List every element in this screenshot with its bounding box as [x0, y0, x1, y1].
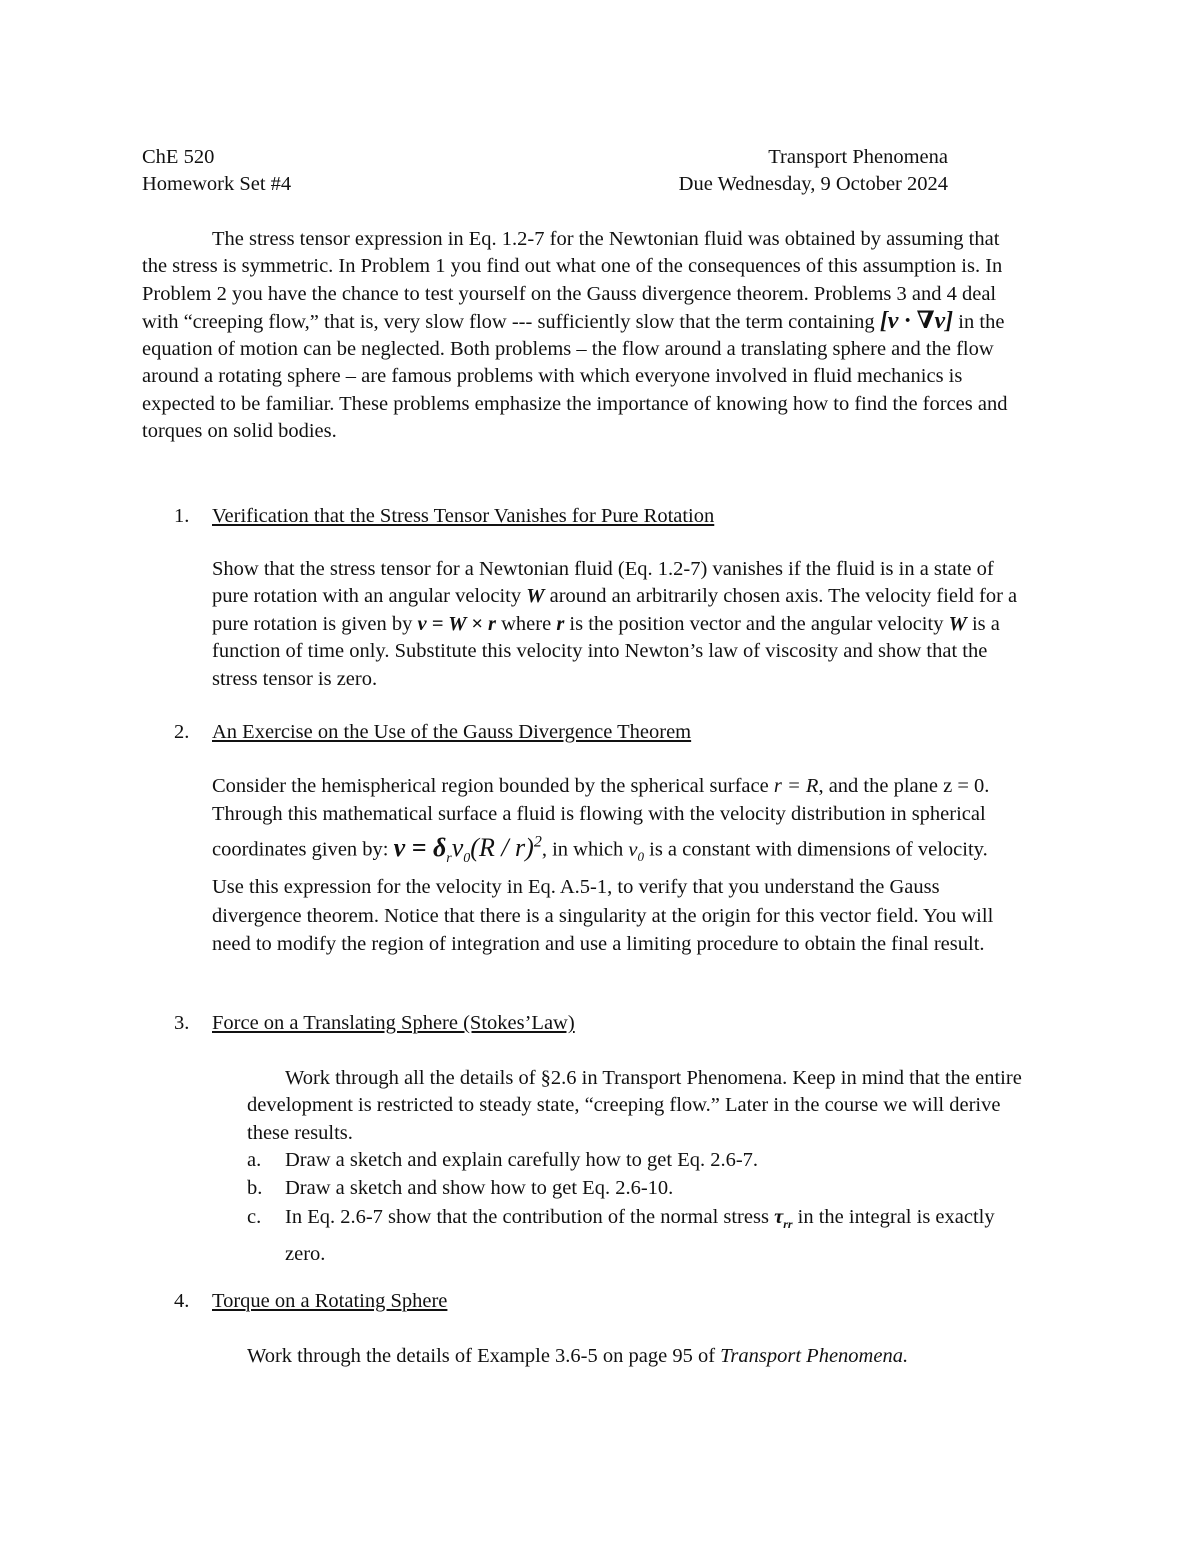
p3-item-a-text: Draw a sketch and explain carefully how to get Eq. 2.6-7. [285, 1149, 759, 1172]
p1-symbol-r: r [556, 612, 565, 635]
p2-v0-symbol: v [628, 839, 638, 862]
p3-item-c [247, 1202, 1022, 1269]
p3-intro: Work through all the details of §2.6 in Transport Phenomena. Keep in mind that the entire development is restricted to steady state, “creeping flow.” Later in the course we will derive these results. [247, 1067, 1022, 1144]
homework-title: Homework Set #4 [142, 173, 292, 195]
due-date: Due Wednesday, 9 October 2024 [678, 173, 948, 195]
p1-text-4: is the position vector and the angular velocity [569, 612, 944, 635]
intro-paragraph [142, 226, 1022, 445]
course-subject: Transport Phenomena [768, 146, 948, 168]
p2-eq-sub-r: r [446, 851, 452, 867]
problem-1-number: 1. [174, 505, 190, 527]
course-code: ChE 520 [142, 146, 215, 168]
p2-v0 [628, 839, 644, 865]
p2-eq-sub-0: 0 [463, 851, 471, 867]
problem-3-number: 3. [174, 1012, 190, 1034]
p4-text: Work through the details of Example 3.6-5 on page 95 of [247, 1345, 716, 1367]
p2-eq-v-delta: v = δ [393, 833, 447, 863]
p2-eq-v: v [451, 833, 464, 863]
p3-item-c-marker: c. [247, 1206, 262, 1229]
problem-1-title: Verification that the Stress Tensor Vanishes for Pure Rotation [212, 505, 715, 527]
problem-3-title: Force on a Translating Sphere (Stokes’Law) [212, 1012, 575, 1034]
p3-tau-sub: rr [783, 1217, 793, 1232]
p1-symbol-W: W [526, 585, 545, 608]
p1-text-3: where [501, 612, 552, 635]
intro-text-1: The stress tensor expression in Eq. 1.2-7 for the Newtonian fluid was obtained by assuming that the stress is symmetric. In Problem 1 you find out what one of the consequences of this assumption is. In Problem 2 you have the chance to test yourself on the Gauss divergence theorem. Problems 3 and 4 deal with “creeping flow,” that is, very slow flow --- sufficiently slow that the term containing [142, 228, 1003, 333]
p2-eq-ratio: (R / r) [470, 833, 534, 863]
p2-text-2: , and the plane z = 0. Through this mathematical surface a fluid is flowing with the velocity distribution in spherical coordinates given by: [212, 775, 990, 862]
p1-text-1: Show that the stress tensor for a Newtonian fluid (Eq. 1.2-7) vanishes if the fluid is in a state of pure rotation with an angular velocity [212, 558, 994, 608]
p3-tau-symbol: τ [774, 1206, 784, 1229]
p3-item-c-text-2: in the integral is exactly zero. [285, 1206, 995, 1266]
problem-4-title: Torque on a Rotating Sphere [212, 1290, 448, 1312]
problem-1-body [212, 556, 1022, 693]
p2-v0-sub: 0 [637, 849, 644, 865]
problem-3-body [247, 1065, 1022, 1269]
p3-item-a [247, 1147, 1022, 1174]
p3-item-b-marker: b. [247, 1176, 263, 1199]
p2-velocity-eq [393, 833, 542, 867]
intro-text-2: in the equation of motion can be neglected. Both problems – the flow around a translating sphere and the flow around a rotating sphere – are famous problems with which everyone involved in fluid mechanics is expected to be familiar. These problems emphasize the importance of knowing how to find the forces and torques on solid bodies. [142, 310, 1008, 443]
p2-text-3: , in which [541, 839, 624, 862]
p3-item-c-text-1: In Eq. 2.6-7 show that the contribution of the normal stress [285, 1206, 769, 1229]
p2-text-1: Consider the hemispherical region bounded by the spherical surface [212, 775, 769, 797]
p3-tau [774, 1206, 793, 1232]
p2-text-4: is a constant with dimensions of velocity. Use this expression for the velocity in Eq. A.5-1, to verify that you understand the Gauss divergence theorem. Notice that there is a singularity at the origin for this vector field. You will need to modify the region of integration and use a limiting procedure to obtain the final result. [212, 839, 994, 955]
p3-item-b-text: Draw a sketch and show how to get Eq. 2.6-10. [285, 1176, 674, 1199]
intro-math-term: [v · ∇v] [879, 307, 954, 334]
p1-text-2: around an arbitrarily chosen axis. The velocity field for a pure rotation is given by [212, 585, 1018, 635]
p2-eq-sphere: r = R [773, 775, 819, 797]
p1-symbol-W2: W [948, 612, 967, 635]
problem-2-title: An Exercise on the Use of the Gauss Divergence Theorem [212, 721, 692, 743]
p1-velocity-eq: v = W × r [417, 612, 496, 635]
p2-eq-exp: 2 [533, 833, 542, 851]
problem-2-body [212, 772, 1022, 958]
problem-4-number: 4. [174, 1290, 190, 1312]
p3-item-a-marker: a. [247, 1149, 262, 1172]
problem-4-body [247, 1343, 1022, 1370]
p4-book-title: Transport Phenomena. [720, 1345, 909, 1367]
p3-item-b [247, 1175, 1022, 1202]
p1-text-5: is a function of time only. Substitute this velocity into Newton’s law of viscosity and show that the stress tensor is zero. [212, 612, 1000, 690]
problem-2-number: 2. [174, 721, 190, 743]
